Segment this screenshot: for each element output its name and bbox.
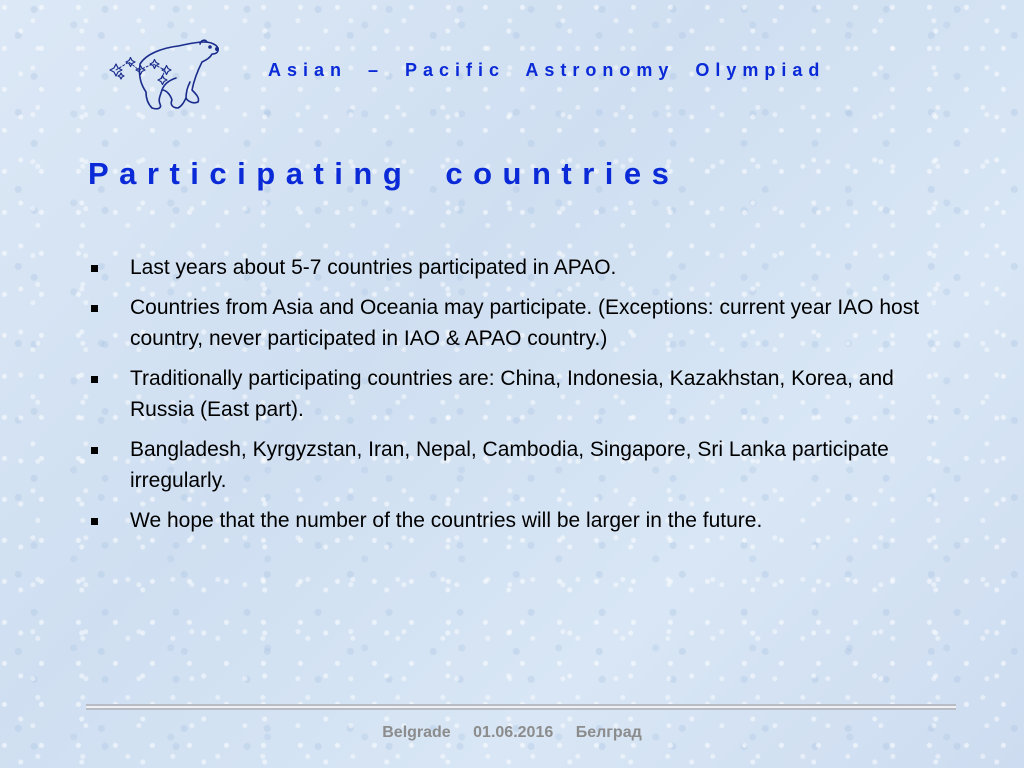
bullet-text: Traditionally participating countries are: China, Indonesia, Kazakhstan, Korea, and Russia (East part). bbox=[130, 367, 894, 421]
bullet-item bbox=[88, 363, 948, 425]
square-bullet-icon bbox=[91, 518, 98, 525]
footer-city-ru: Белград bbox=[575, 724, 642, 741]
square-bullet-icon bbox=[91, 265, 98, 272]
footer-date: 01.06.2016 bbox=[473, 724, 554, 741]
bullet-text: We hope that the number of the countries will be larger in the future. bbox=[130, 509, 763, 532]
square-bullet-icon bbox=[91, 376, 98, 383]
bullet-list bbox=[88, 252, 948, 545]
slide-title: Participating countries bbox=[88, 156, 680, 191]
footer bbox=[0, 724, 1024, 742]
bullet-text: Last years about 5-7 countries participated in APAO. bbox=[130, 256, 617, 279]
footer-city-en: Belgrade bbox=[382, 724, 451, 741]
square-bullet-icon bbox=[91, 447, 98, 454]
olympiad-header-title: Asian – Pacific Astronomy Olympiad bbox=[268, 60, 826, 80]
bullet-item bbox=[88, 505, 948, 536]
polar-bear-logo-icon bbox=[100, 34, 226, 116]
footer-divider bbox=[86, 704, 956, 710]
bullet-item bbox=[88, 292, 948, 354]
bullet-item bbox=[88, 252, 948, 283]
bullet-item bbox=[88, 434, 948, 496]
square-bullet-icon bbox=[91, 305, 98, 312]
bullet-text: Countries from Asia and Oceania may participate. (Exceptions: current year IAO host country, never participated in IAO & APAO country.) bbox=[130, 296, 920, 350]
bullet-text: Bangladesh, Kyrgyzstan, Iran, Nepal, Cambodia, Singapore, Sri Lanka participate irregularly. bbox=[130, 438, 889, 492]
